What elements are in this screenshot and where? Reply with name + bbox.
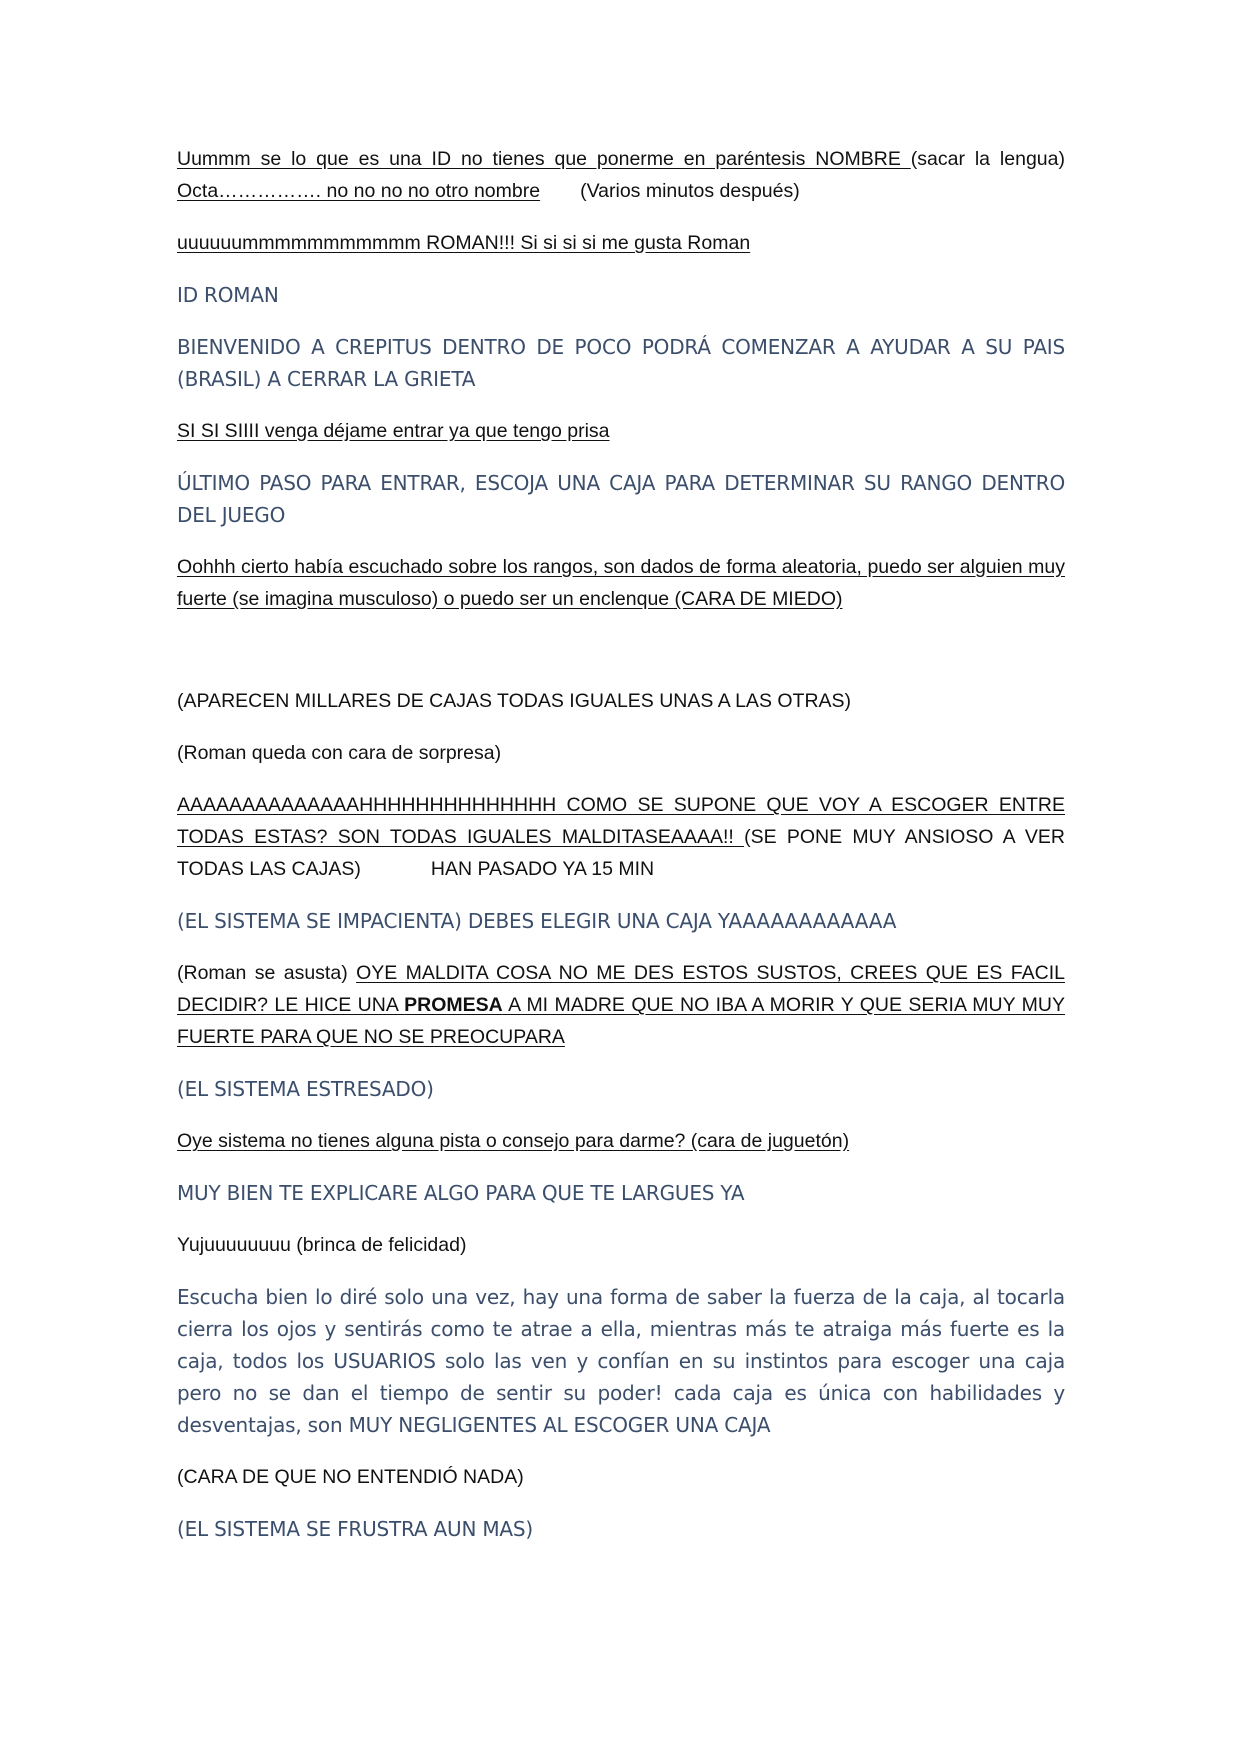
paragraph-system: (EL SISTEMA SE FRUSTRA AUN MAS) [177, 1517, 534, 1541]
paragraph-dialogue [177, 227, 1065, 259]
paragraph-stage: Yujuuuuuuuu (brinca de felicidad) [177, 1234, 467, 1256]
paragraph-dialogue [177, 143, 1065, 207]
document-page [177, 143, 1065, 1565]
paragraph-system: MUY BIEN TE EXPLICARE ALGO PARA QUE TE LARGUES YA [177, 1181, 745, 1205]
stage-direction: (SE PONE MUY ANSIOSO A VER TODAS LAS CAJAS) [177, 826, 1065, 880]
paragraph-stage: (APARECEN MILLARES DE CAJAS TODAS IGUALES UNAS A LAS OTRAS) [177, 690, 852, 712]
paragraph-dialogue [177, 415, 1065, 447]
dialogue-text: AAAAAAAAAAAAAAHHHHHHHHHHHHHH COMO SE SUPONE QUE VOY A ESCOGER ENTRE TODAS ESTAS? SON TODAS IGUALES MALDITASEAAAA!! [177, 794, 1065, 848]
dialogue-emphasis: PROMESA [404, 994, 503, 1016]
paragraph-system: (EL SISTEMA ESTRESADO) [177, 1077, 434, 1101]
paragraph-system: (EL SISTEMA SE IMPACIENTA) DEBES ELEGIR UNA CAJA YAAAAAAAAAAAA [177, 909, 897, 933]
paragraph-dialogue [177, 1125, 1065, 1157]
stage-direction: (Varios minutos después) [580, 180, 800, 202]
stage-direction: (sacar la lengua) [910, 148, 1065, 170]
paragraph-system: ÚLTIMO PASO PARA ENTRAR, ESCOJA UNA CAJA PARA DETERMINAR SU RANGO DENTRO DEL JUEGO [177, 471, 1065, 527]
paragraph-dialogue [177, 551, 1065, 615]
stage-direction: HAN PASADO YA 15 MIN [430, 858, 655, 880]
paragraph-stage: (CARA DE QUE NO ENTENDIÓ NADA) [177, 1466, 524, 1488]
dialogue-text: OYE MALDITA COSA NO ME DES ESTOS SUSTOS, CREES QUE ES FACIL DECIDIR? LE HICE UNA [177, 962, 1065, 1016]
dialogue-text: Uummm se lo que es una ID no tienes que ponerme en paréntesis NOMBRE [177, 148, 911, 170]
dialogue-text: A MI MADRE QUE NO IBA A MORIR Y QUE SERIA MUY MUY FUERTE PARA QUE NO SE PREOCUPARA [177, 994, 1065, 1048]
paragraph-stage: (Roman queda con cara de sorpresa) [177, 742, 502, 764]
paragraph-system: BIENVENIDO A CREPITUS DENTRO DE POCO PODRÁ COMENZAR A AYUDAR A SU PAIS (BRASIL) A CERRAR LA GRIETA [177, 335, 1065, 391]
dialogue-text: Oohhh cierto había escuchado sobre los rangos, son dados de forma aleatoria, puedo ser alguien muy fuerte (se imagina musculoso) o puedo ser un enclenque (CARA DE MIEDO) [177, 556, 1065, 610]
dialogue-text: SI SI SIIII venga déjame entrar ya que tengo prisa [177, 420, 610, 442]
dialogue-text: Oye sistema no tienes alguna pista o consejo para darme? (cara de juguetón) [177, 1130, 850, 1152]
paragraph-dialogue [177, 957, 1065, 1053]
paragraph-system: Escucha bien lo diré solo una vez, hay una forma de saber la fuerza de la caja, al tocarla cierra los ojos y sentirás como te atrae a ella, mientras más te atraiga más fuerte es la caja, todos los USUARIOS solo las ven y confían en su instintos para escoger una caja pero no se dan el tiempo de sentir su poder! cada caja es única con habilidades y desventajas, son MUY NEGLIGENTES AL ESCOGER UNA CAJA [177, 1285, 1065, 1437]
dialogue-text: Octa……………. no no no no otro nombre [177, 180, 541, 202]
paragraph-system: ID ROMAN [177, 283, 279, 307]
dialogue-text: uuuuuummmmmmmmmmm ROMAN!!! Si si si si me gusta Roman [177, 232, 751, 254]
stage-direction: (Roman se asusta) [177, 962, 357, 984]
paragraph-dialogue [177, 789, 1065, 885]
